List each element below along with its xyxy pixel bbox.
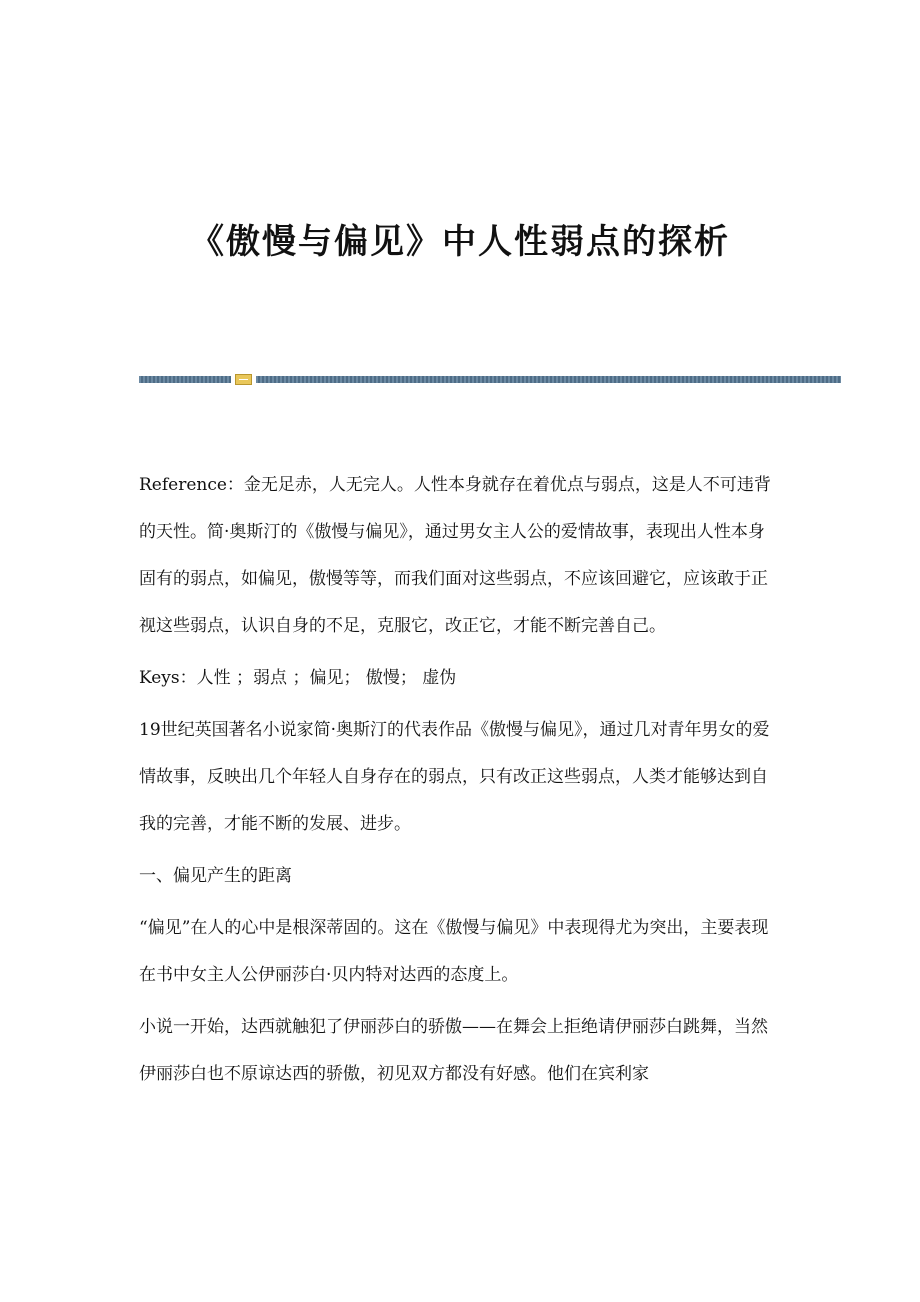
- keywords-line: Keys：人性 ；弱点 ；偏见； 傲慢； 虚伪: [139, 668, 457, 688]
- abstract-paragraph: Reference：金无足赤，人无完人。人性本身就存在着优点与弱点，这是人不可违背的天性。简·奥斯汀的《傲慢与偏见》，通过男女主人公的爱情故事，表现出人性本身固有的弱点，如偏见，傲慢等等，而我们面对这些弱点，不应该回避它，应该敢于正视这些弱点，认识自身的不足，克服它，改正它，才能不断完善自己。: [139, 475, 771, 636]
- page-title: 《傲慢与偏见》中人性弱点的探析: [190, 222, 730, 262]
- section-heading: 一、偏见产生的距离: [139, 866, 292, 886]
- section-paragraph-2: 小说一开始，达西就触犯了伊丽莎白的骄傲——在舞会上拒绝请伊丽莎白跳舞，当然伊丽莎白也不原谅达西的骄傲，初见双方都没有好感。他们在宾利家: [139, 1017, 768, 1084]
- section-paragraph-1: “偏见”在人的心中是根深蒂固的。这在《傲慢与偏见》中表现得尤为突出，主要表现在书中女主人公伊丽莎白·贝内特对达西的态度上。: [139, 918, 769, 985]
- divider-bar-right: [256, 376, 841, 383]
- document-body: [139, 462, 779, 1103]
- title-divider: [139, 374, 841, 385]
- intro-paragraph: 19世纪英国著名小说家简·奥斯汀的代表作品《傲慢与偏见》，通过几对青年男女的爱情故事，反映出几个年轻人自身存在的弱点，只有改正这些弱点，人类才能够达到自我的完善，才能不断的发展、进步。: [139, 720, 770, 834]
- divider-bar-left: [139, 376, 231, 383]
- divider-ornament-icon: [235, 374, 252, 385]
